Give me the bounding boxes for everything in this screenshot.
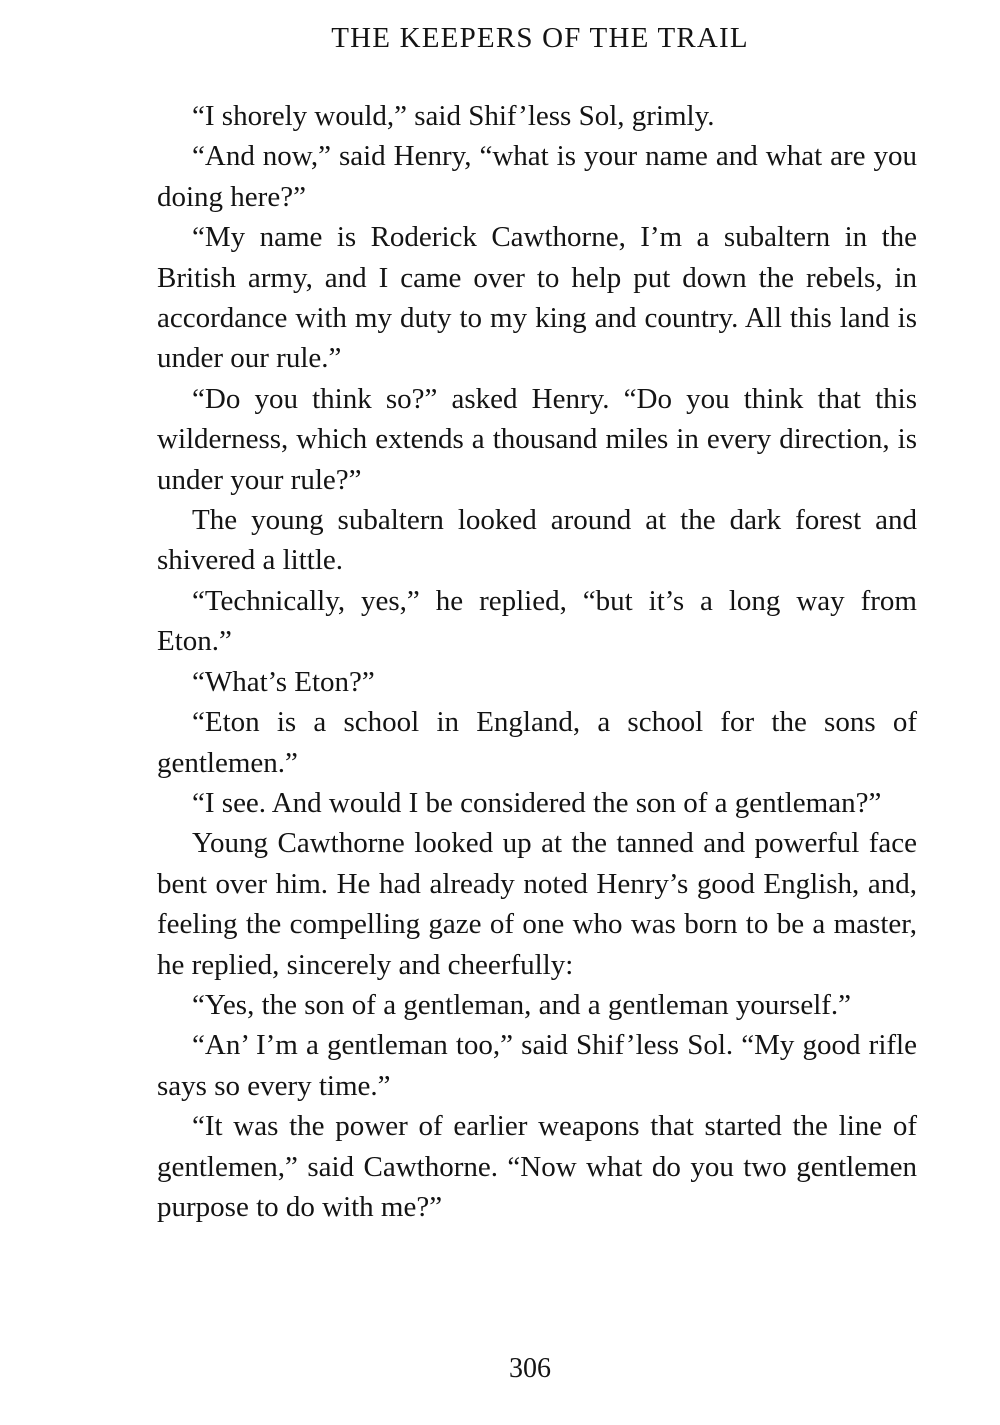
page-number: 306 [509, 1353, 551, 1384]
paragraph: “Technically, yes,” he replied, “but it’s a long way from Eton.” [157, 584, 917, 658]
paragraph: “It was the power of earlier weapons that started the line of gentlemen,” said Cawthorne. “Now what do you two gentlemen purpose to do with me?” [157, 1110, 917, 1223]
paragraph: “I shorely would,” said Shif’less Sol, grimly. [192, 100, 715, 132]
paragraph: “My name is Roderick Cawthorne, I’m a subaltern in the British army, and I came over to help put down the rebels, in accordance with my duty to my king and country. All this land is under our rule.” [157, 221, 917, 375]
paragraph: Young Cawthorne looked up at the tanned and powerful face bent over him. He had already noted Henry’s good English, and, feeling the compelling gaze of one who was born to be a master, he replied, sincerely and cheerfully: [157, 827, 917, 981]
running-head: THE KEEPERS OF THE TRAIL [331, 22, 749, 54]
paragraph: “And now,” said Henry, “what is your name and what are you doing here?” [157, 140, 917, 213]
paragraph: “Eton is a school in England, a school for the sons of gentlemen.” [157, 706, 917, 779]
body-text [157, 96, 917, 1227]
paragraph: “Yes, the son of a gentleman, and a gentleman yourself.” [192, 988, 852, 1021]
paragraph: The young subaltern looked around at the dark forest and shivered a little. [157, 504, 917, 577]
paragraph: “Do you think so?” asked Henry. “Do you think that this wilderness, which extends a thousand miles in every direction, is under your rule?” [157, 382, 917, 496]
paragraph: “What’s Eton?” [192, 665, 375, 698]
paragraph: “An’ I’m a gentleman too,” said Shif’less Sol. “My good rifle says so every time.” [157, 1029, 917, 1102]
paragraph: “I see. And would I be considered the son of a gentleman?” [192, 786, 882, 819]
